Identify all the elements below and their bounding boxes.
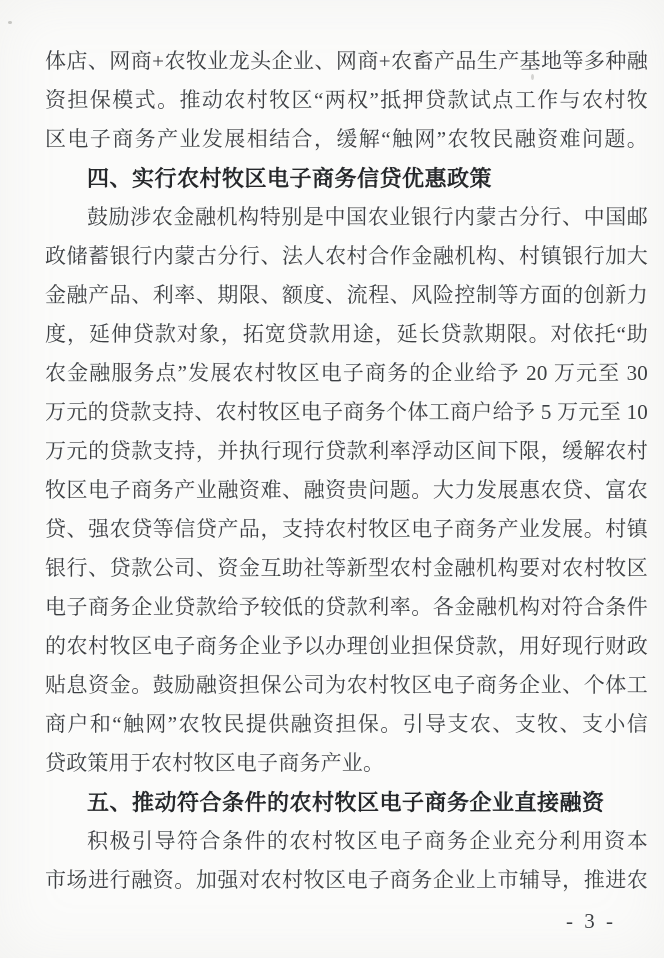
body-line: 体店、网商+农牧业龙头企业、网商+农畜产品生产基地等多种融 — [45, 49, 648, 73]
body-line: 的农村牧区电子商务企业予以办理创业担保贷款，用好现行财政 — [45, 634, 648, 658]
body-line: 区电子商务产业发展相结合，缓解“触网”农牧民融资难问题。 — [45, 127, 648, 151]
body-line: 贷、强农贷等信贷产品，支持农村牧区电子商务产业发展。村镇 — [45, 517, 648, 541]
document-body — [45, 42, 648, 900]
body-line: 市场进行融资。加强对农村牧区电子商务企业上市辅导，推进农 — [45, 868, 648, 892]
body-line: 政储蓄银行内蒙古分行、法人农村合作金融机构、村镇银行加大 — [45, 244, 648, 268]
body-line: 金融产品、利率、期限、额度、流程、风险控制等方面的创新力 — [45, 283, 648, 307]
section-heading-4: 四、实行农村牧区电子商务信贷优惠政策 — [87, 166, 493, 191]
body-line: 贷政策用于农村牧区电子商务产业。 — [45, 751, 385, 775]
section-heading-5: 五、推动符合条件的农村牧区电子商务企业直接融资 — [87, 790, 605, 815]
body-line: 万元的贷款支持，并执行现行贷款利率浮动区间下限，缓解农村 — [45, 439, 648, 463]
body-line: 万元的贷款支持、农村牧区电子商务个体工商户给予 5 万元至 10 — [45, 400, 648, 424]
body-line: 银行、贷款公司、资金互助社等新型农村金融机构要对农村牧区 — [45, 556, 648, 580]
page-number: - 3 - — [566, 909, 616, 933]
body-line: 商户和“触网”农牧民提供融资担保。引导支农、支牧、支小信 — [45, 712, 648, 736]
body-line: 电子商务企业贷款给予较低的贷款利率。各金融机构对符合条件 — [45, 595, 648, 619]
body-line: 积极引导符合条件的农村牧区电子商务企业充分利用资本 — [87, 829, 648, 853]
body-line: 资担保模式。推动农村牧区“两权”抵押贷款试点工作与农村牧 — [45, 88, 648, 112]
body-line: 贴息资金。鼓励融资担保公司为农村牧区电子商务企业、个体工 — [45, 673, 648, 697]
body-line: 牧区电子商务产业融资难、融资贵问题。大力发展惠农贷、富农 — [45, 478, 648, 502]
body-line: 度，延伸贷款对象，拓宽贷款用途，延长贷款期限。对依托“助 — [45, 322, 648, 346]
body-line: 农金融服务点”发展农村牧区电子商务的企业给予 20 万元至 30 — [45, 361, 648, 385]
scan-artifact — [8, 21, 12, 24]
body-line: 鼓励涉农金融机构特别是中国农业银行内蒙古分行、中国邮 — [87, 205, 648, 229]
